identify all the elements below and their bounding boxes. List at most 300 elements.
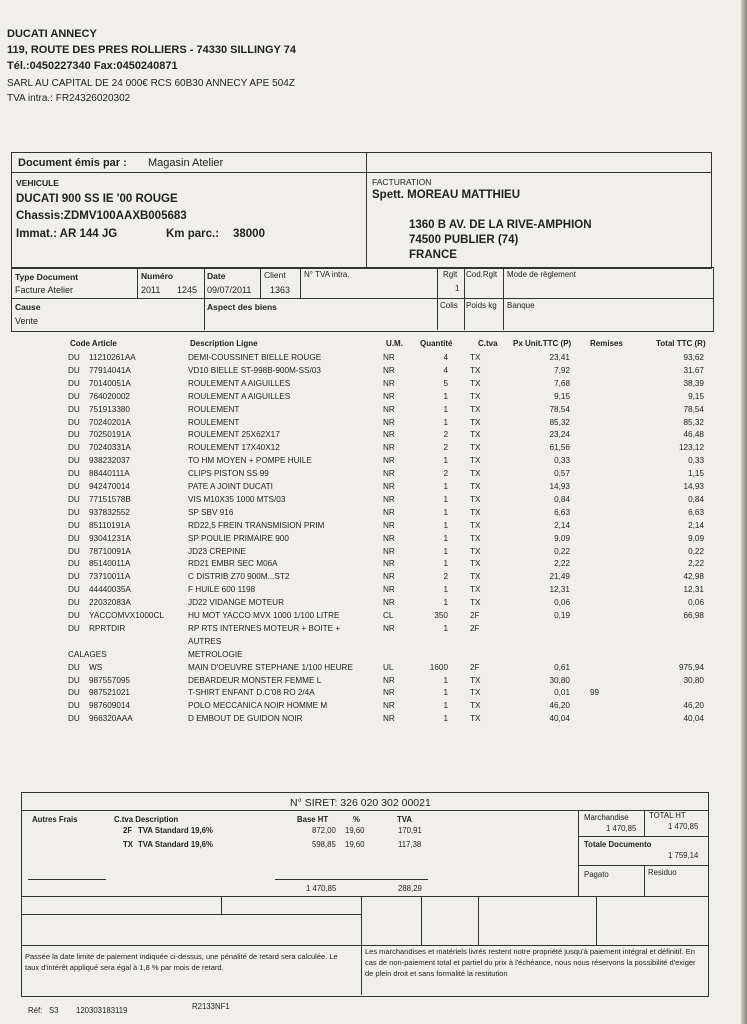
cod-rglt-label: Cod.Rglt bbox=[466, 270, 498, 279]
cell-code: 937832552 bbox=[89, 507, 130, 517]
company-legal-line: SARL AU CAPITAL DE 24 000€ RCS 60B30 ANNECY APE 504Z bbox=[7, 78, 295, 89]
cell-code: 751913380 bbox=[89, 404, 130, 414]
cell-tva: TX bbox=[470, 443, 481, 453]
cell-code: 77914041A bbox=[89, 365, 131, 375]
col-code: Code Article bbox=[70, 339, 117, 348]
tva-row-tva: 170,91 bbox=[398, 826, 422, 835]
ref-code: R2133NF1 bbox=[192, 1002, 230, 1011]
cell-tva: TX bbox=[470, 585, 481, 595]
cell-qty: 1 bbox=[443, 546, 448, 556]
total-doc-value: 1 759,14 bbox=[668, 851, 699, 860]
doc-number: 1245 bbox=[177, 285, 198, 295]
table-row bbox=[0, 469, 741, 482]
cell-pre: DU bbox=[68, 546, 80, 556]
cell-code: 70240201A bbox=[89, 417, 131, 427]
table-row bbox=[0, 366, 741, 379]
tva-row-pct: 19,60 bbox=[345, 826, 365, 835]
rglt-value: 1 bbox=[455, 284, 460, 293]
cell-pre: DU bbox=[68, 430, 80, 440]
tva-label: TVA bbox=[397, 815, 413, 824]
cell-tot: 0,06 bbox=[688, 598, 704, 608]
cell-tot: 30,80 bbox=[683, 675, 704, 685]
km-label: Km parc.: bbox=[166, 228, 220, 240]
cell-pre: DU bbox=[68, 585, 80, 595]
cell-pre: DU bbox=[68, 623, 80, 633]
cell-um: NR bbox=[383, 404, 395, 414]
cell-pu: 0,84 bbox=[554, 494, 570, 504]
cell-pre: DU bbox=[68, 365, 80, 375]
cell-pu: 21,49 bbox=[549, 572, 570, 582]
colis-label: Colis bbox=[440, 301, 458, 310]
cell-tva: TX bbox=[470, 714, 481, 724]
cell-tot: 78,54 bbox=[683, 404, 704, 414]
cell-tot: 31,67 bbox=[683, 365, 704, 375]
company-address: 119, ROUTE DES PRES ROLLIERS - 74330 SILLINGY 74 bbox=[7, 44, 296, 56]
cell-code: 764020002 bbox=[89, 391, 130, 401]
cell-um: NR bbox=[383, 598, 395, 608]
cell-desc: RD22,5 FREIN TRANSMISION PRIM bbox=[188, 520, 325, 530]
cell-um: NR bbox=[383, 623, 395, 633]
tva-row-tva: 117,38 bbox=[398, 840, 422, 849]
cell-pre: DU bbox=[68, 520, 80, 530]
cell-code: WS bbox=[89, 662, 103, 672]
ctva-desc-label: C.tva Description bbox=[114, 815, 179, 824]
cell-pu: 9,15 bbox=[554, 391, 570, 401]
cell-code: 70240331A bbox=[89, 443, 131, 453]
table-row bbox=[0, 482, 741, 495]
cell-qty: 2 bbox=[443, 572, 448, 582]
cell-tva: TX bbox=[470, 417, 481, 427]
cell-desc: MAIN D'OEUVRE STEPHANE 1/100 HEURE bbox=[188, 662, 353, 672]
vehicle-model: DUCATI 900 SS IE '00 ROUGE bbox=[16, 193, 178, 205]
cell-pu: 0,61 bbox=[554, 662, 570, 672]
ref-number: 120303183119 bbox=[76, 1006, 128, 1015]
aspect-label: Aspect des biens bbox=[207, 302, 277, 312]
cell-tva: TX bbox=[470, 353, 481, 362]
cell-qty: 5 bbox=[443, 378, 448, 388]
cell-code: 85140011A bbox=[89, 559, 131, 569]
cell-pre: DU bbox=[68, 507, 80, 517]
cell-tva: TX bbox=[470, 404, 481, 414]
cell-um: NR bbox=[383, 507, 395, 517]
cell-tva: TX bbox=[470, 507, 481, 517]
km-value: 38000 bbox=[233, 228, 265, 240]
cell-tva: TX bbox=[470, 559, 481, 569]
cell-tva: TX bbox=[470, 482, 481, 491]
cell-qty: 1 bbox=[443, 391, 448, 401]
banque-label: Banque bbox=[507, 301, 535, 310]
cell-um: NR bbox=[383, 546, 395, 556]
cell-um: NR bbox=[383, 469, 395, 479]
cell-qty: 1 bbox=[443, 417, 448, 427]
table-row bbox=[0, 495, 741, 508]
cell-tva: TX bbox=[470, 456, 481, 466]
cell-pre: DU bbox=[68, 456, 80, 466]
cell-tot: 14,93 bbox=[683, 482, 704, 491]
cell-um: NR bbox=[383, 533, 395, 543]
cell-pre: DU bbox=[68, 572, 80, 582]
cell-pu: 23,24 bbox=[549, 430, 570, 440]
cell-tva: 2F bbox=[470, 623, 480, 633]
cause-label: Cause bbox=[15, 302, 41, 312]
cell-desc: C DISTRIB Z70 900M...ST2 bbox=[188, 572, 290, 582]
table-row bbox=[0, 611, 741, 624]
col-um: U.M. bbox=[386, 339, 403, 348]
cell-pu: 0,06 bbox=[554, 598, 570, 608]
cell-tva: TX bbox=[470, 533, 481, 543]
cell-desc: ROULEMENT bbox=[188, 417, 240, 427]
cell-code: 11210261AA bbox=[89, 353, 136, 362]
table-row bbox=[0, 637, 741, 650]
cell-tot: 2,22 bbox=[688, 559, 704, 569]
cell-code: 44440035A bbox=[89, 585, 131, 595]
cell-tot: 1,15 bbox=[688, 469, 704, 479]
client-name: Spett. MOREAU MATTHIEU bbox=[372, 189, 521, 201]
issued-by-label: Document émis par : bbox=[18, 157, 127, 169]
cell-tot: 46,48 bbox=[683, 430, 704, 440]
cell-tot: 85,32 bbox=[683, 417, 704, 427]
pct-label: % bbox=[353, 815, 360, 824]
table-row bbox=[0, 572, 741, 585]
cell-tot: 975,94 bbox=[678, 662, 704, 672]
tva-row-desc: TVA Standard 19,6% bbox=[138, 840, 213, 849]
cell-code: 70250191A bbox=[89, 430, 131, 440]
doc-type-label: Type Document bbox=[15, 272, 79, 282]
table-row bbox=[0, 650, 741, 663]
cell-pu: 23,41 bbox=[549, 353, 570, 362]
cell-desc: DEBARDEUR MONSTER FEMME L bbox=[188, 675, 322, 685]
cell-desc: CLIPS PISTON SS 99 bbox=[188, 469, 269, 479]
cell-code: 88440111A bbox=[89, 469, 130, 479]
cell-pre: DU bbox=[68, 391, 80, 401]
cell-desc: ROULEMENT A AIGUILLES bbox=[188, 391, 291, 401]
col-tot: Total TTC (R) bbox=[656, 339, 706, 348]
cell-tva: TX bbox=[470, 430, 481, 440]
doc-number-label: Numéro bbox=[141, 271, 174, 281]
cell-um: CL bbox=[383, 611, 394, 620]
cell-pu: 2,22 bbox=[554, 559, 570, 569]
cell-desc: ROULEMENT 25X62X17 bbox=[188, 430, 280, 440]
cell-tva: TX bbox=[470, 701, 481, 711]
cell-um: NR bbox=[383, 520, 395, 530]
cell-pu: 0,19 bbox=[554, 611, 570, 620]
cell-um: NR bbox=[383, 701, 395, 711]
cell-pu: 61,56 bbox=[549, 443, 570, 453]
tva-row-code: TX bbox=[123, 840, 133, 849]
cell-pre: DU bbox=[68, 482, 80, 491]
table-row bbox=[0, 353, 741, 366]
client-address-2: 74500 PUBLIER (74) bbox=[409, 234, 519, 246]
cell-pu: 78,54 bbox=[549, 404, 570, 414]
table-row bbox=[0, 585, 741, 598]
cell-pu: 7,68 bbox=[554, 378, 570, 388]
cell-tva: TX bbox=[470, 378, 481, 388]
client-number-label: Client bbox=[264, 270, 286, 280]
table-row bbox=[0, 547, 741, 560]
cell-tva: TX bbox=[470, 494, 481, 504]
cell-um: NR bbox=[383, 688, 395, 698]
cell-pu: 2,14 bbox=[554, 520, 570, 530]
cell-pu: 85,32 bbox=[549, 417, 570, 427]
cell-pu: 7,92 bbox=[554, 365, 570, 375]
autres-frais-label: Autres Frais bbox=[32, 815, 78, 824]
col-desc: Description Ligne bbox=[190, 339, 258, 348]
cell-qty: 2 bbox=[443, 469, 448, 479]
table-row bbox=[0, 418, 741, 431]
cell-pu: 0,22 bbox=[554, 546, 570, 556]
table-row bbox=[0, 701, 741, 714]
cell-desc: SP POULIE PRIMAIRE 900 bbox=[188, 533, 289, 543]
cell-code: 987521021 bbox=[89, 688, 130, 698]
cell-pre: DU bbox=[68, 378, 80, 388]
table-row bbox=[0, 508, 741, 521]
base-ht-label: Base HT bbox=[297, 815, 329, 824]
cell-um: NR bbox=[383, 494, 395, 504]
cell-qty: 1 bbox=[443, 623, 448, 633]
company-tva-intra: TVA intra.: FR24326020302 bbox=[7, 93, 131, 104]
cell-pu: 12,31 bbox=[549, 585, 570, 595]
cell-um: NR bbox=[383, 585, 395, 595]
cell-pre: DU bbox=[68, 559, 80, 569]
cell-um: NR bbox=[383, 456, 395, 466]
billing-label: FACTURATION bbox=[372, 177, 432, 187]
tva-row-desc: TVA Standard 19,6% bbox=[138, 826, 213, 835]
cell-tot: 123,12 bbox=[678, 443, 704, 453]
cell-um: NR bbox=[383, 391, 395, 401]
cell-pre: DU bbox=[68, 701, 80, 711]
cell-tot: 0,33 bbox=[688, 456, 704, 466]
cell-tot: 12,31 bbox=[683, 585, 704, 595]
cell-code: 942470014 bbox=[89, 482, 130, 491]
cell-qty: 1 bbox=[443, 533, 448, 543]
cell-tva: TX bbox=[470, 391, 481, 401]
cell-qty: 1 bbox=[443, 688, 448, 698]
cell-tot: 9,15 bbox=[688, 391, 704, 401]
cell-tot: 0,22 bbox=[688, 546, 704, 556]
cell-qty: 1 bbox=[443, 456, 448, 466]
vehicle-chassis: Chassis:ZDMV100AAXB005683 bbox=[16, 210, 187, 222]
cell-um: NR bbox=[383, 443, 395, 453]
siret: N° SIRET: 326 020 302 00021 bbox=[290, 797, 431, 809]
table-row bbox=[0, 598, 741, 611]
tva-row-code: 2F bbox=[123, 826, 133, 835]
cell-desc: AUTRES bbox=[188, 636, 222, 646]
table-row bbox=[0, 443, 741, 456]
table-row bbox=[0, 456, 741, 469]
cell-tva: TX bbox=[470, 546, 481, 556]
table-row bbox=[0, 624, 741, 637]
total-tva: 288,29 bbox=[398, 884, 422, 893]
cell-qty: 1 bbox=[443, 494, 448, 504]
marchandise-value: 1 470,85 bbox=[606, 824, 637, 833]
cell-pre: DU bbox=[68, 417, 80, 427]
cell-code: 938232037 bbox=[89, 456, 130, 466]
cell-pre: DU bbox=[68, 443, 80, 453]
client-address-1: 1360 B AV. DE LA RIVE-AMPHION bbox=[409, 219, 592, 231]
cell-desc: D EMBOUT DE GUIDON NOIR bbox=[188, 714, 303, 724]
cell-tot: 6,63 bbox=[688, 507, 704, 517]
cell-code: 78710091A bbox=[89, 546, 131, 556]
cell-tva: TX bbox=[470, 675, 481, 685]
cell-code: 73710011A bbox=[89, 572, 131, 582]
table-row bbox=[0, 392, 741, 405]
cell-pu: 9,09 bbox=[554, 533, 570, 543]
cell-pre: DU bbox=[68, 469, 80, 479]
doc-number-year: 2011 bbox=[141, 285, 161, 295]
cell-pre: DU bbox=[68, 714, 80, 724]
cell-um: NR bbox=[383, 365, 395, 375]
total-ht-label: TOTAL HT bbox=[649, 811, 686, 820]
table-row bbox=[0, 676, 741, 689]
cell-desc: PATE A JOINT DUCATI bbox=[188, 482, 273, 491]
cell-pre: DU bbox=[68, 404, 80, 414]
cell-qty: 1600 bbox=[429, 662, 448, 672]
col-pu: Px Unit.TTC (P) bbox=[513, 339, 572, 348]
cell-code: 966320AAA bbox=[89, 714, 133, 724]
cell-desc: VIS M10X35 1000 MTS/03 bbox=[188, 494, 286, 504]
cell-um: NR bbox=[383, 675, 395, 685]
cell-qty: 2 bbox=[443, 430, 448, 440]
cell-pre: DU bbox=[68, 353, 80, 362]
cell-um: UL bbox=[383, 662, 394, 672]
cell-um: NR bbox=[383, 482, 395, 491]
cell-tva: TX bbox=[470, 572, 481, 582]
docinfo-box bbox=[11, 267, 714, 332]
cell-code: 70140051A bbox=[89, 378, 131, 388]
cell-pu: 0,57 bbox=[554, 469, 570, 479]
vehicle-label: VEHICULE bbox=[16, 178, 59, 188]
cell-desc: T-SHIRT ENFANT D.C'08 RO 2/4A bbox=[188, 688, 315, 698]
total-ht-value: 1 470,85 bbox=[668, 822, 699, 831]
cell-tot: 93,62 bbox=[683, 353, 704, 362]
cell-tot: 66,98 bbox=[683, 611, 704, 620]
cell-pu: 46,20 bbox=[549, 701, 570, 711]
cell-um: NR bbox=[383, 559, 395, 569]
cell-desc: RP RTS INTERNES MOTEUR + BOITE + bbox=[188, 623, 341, 633]
cell-code: 77151578B bbox=[89, 494, 131, 504]
ref-s: S3 bbox=[49, 1006, 59, 1015]
cell-qty: 1 bbox=[443, 507, 448, 517]
doc-type: Facture Atelier bbox=[15, 285, 74, 295]
cell-tot: 0,84 bbox=[688, 494, 704, 504]
col-rem: Remises bbox=[590, 339, 623, 348]
cell-um: NR bbox=[383, 353, 395, 362]
cell-qty: 1 bbox=[443, 598, 448, 608]
cell-rem: 99 bbox=[590, 688, 600, 698]
table-row bbox=[0, 559, 741, 572]
cell-pre: DU bbox=[68, 688, 80, 698]
table-row bbox=[0, 405, 741, 418]
tva-row-base: 598,85 bbox=[312, 840, 336, 849]
poids-label: Poids kg bbox=[466, 301, 497, 310]
issued-by: Magasin Atelier bbox=[148, 157, 224, 169]
cell-tot: 38,39 bbox=[683, 378, 704, 388]
table-row bbox=[0, 521, 741, 534]
payment-mode-label: Mode de règlement bbox=[507, 270, 576, 279]
company-phone-fax: Tél.:0450227340 Fax:0450240871 bbox=[7, 60, 178, 72]
cell-pre: DU bbox=[68, 611, 80, 620]
cell-qty: 1 bbox=[443, 520, 448, 530]
cell-tva: TX bbox=[470, 365, 481, 375]
cause-value: Vente bbox=[15, 316, 39, 326]
cell-tva: TX bbox=[470, 688, 481, 698]
cell-code: 987557095 bbox=[89, 675, 130, 685]
doc-date: 09/07/2011 bbox=[207, 285, 252, 295]
client-country: FRANCE bbox=[409, 249, 457, 261]
cell-pu: 30,80 bbox=[549, 675, 570, 685]
cell-code: 22032083A bbox=[89, 598, 131, 608]
table-row bbox=[0, 430, 741, 443]
tva-intra-label: N° TVA intra. bbox=[304, 270, 350, 279]
total-doc-label: Totale Documento bbox=[584, 840, 652, 849]
cell-pre: DU bbox=[68, 675, 80, 685]
late-payment-note: Passée la date limite de paiement indiquée ci-dessus, une pénalité de retard sera calculée. Le taux d'intérêt appliqué sera égal à 1,8 % par mois de retard. bbox=[25, 952, 338, 972]
cell-tot: 42,98 bbox=[683, 572, 704, 582]
cell-um: NR bbox=[383, 417, 395, 427]
cell-pu: 0,33 bbox=[554, 456, 570, 466]
company-legal bbox=[7, 76, 295, 106]
client-number: 1363 bbox=[270, 285, 291, 295]
cell-desc: DEMI-COUSSINET BIELLE ROUGE bbox=[188, 353, 322, 362]
vehicle-immat: Immat.: AR 144 JG bbox=[16, 228, 118, 240]
cell-qty: 1 bbox=[443, 559, 448, 569]
table-row bbox=[0, 688, 741, 701]
cell-tva: TX bbox=[470, 598, 481, 608]
cell-desc: POLO MECCANICA NOIR HOMME M bbox=[188, 701, 328, 711]
table-row bbox=[0, 379, 741, 392]
ownership-note: Les marchandises et matériels livrés restent notre propriété jusqu'à paiement intégral et définitif. En cas de non-paiement total et partiel du prix à l'échéance, nous nous réservons la possibilité d'exiger de plein droit et sans formalité la restitution bbox=[365, 947, 696, 978]
cell-qty: 1 bbox=[443, 675, 448, 685]
cell-code: 987609014 bbox=[89, 701, 130, 711]
cell-code: YACCOMVX1000CL bbox=[89, 611, 164, 620]
cell-qty: 1 bbox=[443, 701, 448, 711]
cell-pu: 6,63 bbox=[554, 507, 570, 517]
cell-tot: 46,20 bbox=[683, 701, 704, 711]
cell-code: 85110191A bbox=[89, 520, 131, 530]
cell-desc: ROULEMENT A AIGUILLES bbox=[188, 378, 291, 388]
cell-desc: F HUILE 600 1198 bbox=[188, 585, 256, 595]
cell-qty: 2 bbox=[443, 443, 448, 453]
cell-um: NR bbox=[383, 714, 395, 724]
cell-qty: 1 bbox=[443, 482, 448, 491]
cell-desc: JD22 VIDANGE MOTEUR bbox=[188, 598, 284, 608]
tva-row-base: 872,00 bbox=[312, 826, 336, 835]
cell-um: NR bbox=[383, 572, 395, 582]
cell-tva: 2F bbox=[470, 611, 480, 620]
cell-code: RPRTDIR bbox=[89, 623, 126, 633]
cell-qty: 1 bbox=[443, 404, 448, 414]
cell-desc: ROULEMENT 17X40X12 bbox=[188, 443, 280, 453]
cell-desc: HU MOT YACCO MVX 1000 1/100 LITRE bbox=[188, 611, 340, 620]
company-name: DUCATI ANNECY bbox=[7, 28, 97, 40]
cell-tot: 40,04 bbox=[683, 714, 704, 724]
cell-pre: DU bbox=[68, 533, 80, 543]
table-row bbox=[0, 663, 741, 676]
cell-desc: VD10 BIELLE ST-998B-900M-SS/03 bbox=[188, 365, 321, 375]
company-block bbox=[7, 26, 296, 74]
cell-um: NR bbox=[383, 430, 395, 440]
cell-tva: TX bbox=[470, 520, 481, 530]
cell-code: 93041231A bbox=[89, 533, 131, 543]
cell-tot: 9,09 bbox=[688, 533, 704, 543]
cell-pre: CALAGES bbox=[68, 649, 107, 659]
cell-um: NR bbox=[383, 378, 395, 388]
rglt-label: Rglt bbox=[443, 270, 458, 279]
cell-pre: DU bbox=[68, 598, 80, 608]
cell-pu: 40,04 bbox=[549, 714, 570, 724]
cell-tot: 2,14 bbox=[688, 520, 704, 530]
col-qty: Quantité bbox=[420, 339, 453, 348]
